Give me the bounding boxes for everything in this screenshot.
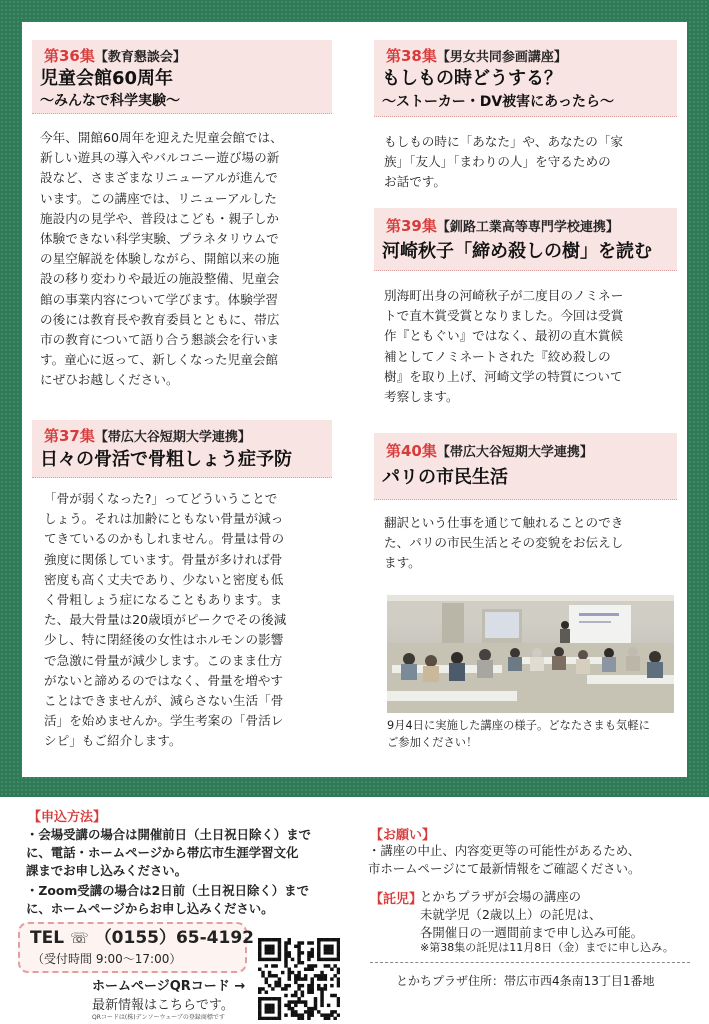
- caption-line: ご参加ください！: [387, 736, 478, 749]
- qr-label: ホームページQRコード →: [92, 979, 246, 994]
- photo-caption: [387, 717, 687, 751]
- section-36-subtitle: ～みんなで科学実験～: [40, 93, 180, 109]
- section-38-title: もしもの時どうする？: [382, 68, 562, 89]
- body-line: ことはできませんが、減らさない生活「骨: [44, 693, 284, 709]
- section-39-body: [384, 286, 623, 407]
- section-36-header: [32, 40, 332, 114]
- notice-line: ・講座の中止、内容変更等の可能性があるため、: [368, 843, 641, 858]
- section-38-subtitle: ～ストーカー・DV被害にあったら～: [382, 94, 615, 110]
- body-line: 族」「友人」「まわりの人」を守るための: [384, 154, 611, 170]
- tel-hours: （受付時間 9:00～17:00）: [32, 952, 182, 966]
- body-line: もしもの時に「あなた」や、あなたの「家: [384, 134, 624, 149]
- qr-code[interactable]: [258, 938, 340, 1020]
- body-line: 少し、特に閉経後の女性はホルモンの影響: [44, 632, 284, 648]
- section-40-header: [374, 433, 677, 500]
- body-line: 市の教育について語り合う懇談会を行いま: [40, 332, 280, 348]
- section-38-number: 第38集: [386, 47, 437, 65]
- body-line: 強度に関係しています。骨量が多ければ骨: [44, 551, 283, 567]
- notice-line: 市ホームページにて最新情報をご確認ください。: [368, 861, 641, 876]
- body-line: シピ」もご紹介します。: [44, 733, 182, 749]
- body-line: います。この講座では、リニューアルした: [40, 190, 277, 206]
- body-line: 館の事業内容について学びます。体験学習: [40, 291, 279, 307]
- section-37-number: 第37集: [44, 427, 95, 445]
- tel-label: TEL: [30, 928, 65, 948]
- body-line: た、パリの市民生活とその変貌をお伝えし: [384, 535, 624, 551]
- body-line: 活」を始めませんか。学生考案の「骨活レ: [44, 713, 284, 729]
- qr-note: QRコードは(株)デンソーウェーブの登録商標です: [92, 1014, 225, 1021]
- body-line: 体験できない科学実験、プラネタリウムで: [40, 231, 279, 247]
- body-line: がないと諦めるのではなく、骨量を増やす: [44, 672, 284, 688]
- notice-heading: 【お願い】: [370, 828, 436, 843]
- tel-box: [18, 922, 254, 973]
- body-line: た、最大骨量は20歳頃がピークでその後減: [44, 612, 287, 628]
- body-line: 設の移り変わりや最近の施設整備、児童会: [40, 271, 280, 287]
- body-line: の後には教育長や教育委員とともに、帯広: [40, 311, 280, 327]
- section-37-body: [44, 489, 286, 752]
- body-line: 設など、さまざまなリニューアルが進んで: [40, 170, 278, 186]
- body-line: く骨粗しょう症になることもあります。ま: [44, 592, 283, 608]
- childcare-line: 未就学児（2歳以上）の託児は、: [420, 907, 602, 922]
- childcare-note: ※第38集の託児は11月8日（金）までに申し込み。: [420, 941, 674, 954]
- childcare-text: [420, 888, 643, 942]
- section-38-tag: 【男女共同参画講座】: [436, 50, 567, 65]
- apply-line: ・会場受講の場合は開催前日（土日祝日除く）まで: [26, 827, 311, 842]
- body-line: 密度も高く丈夫であり、少ないと密度も低: [44, 571, 284, 587]
- phone-icon: ☏: [69, 929, 89, 947]
- section-36-tag: 【教育懇談会】: [94, 50, 186, 65]
- body-line: 翻訳という仕事を通じて触れることのでき: [384, 515, 624, 530]
- body-line: ます。: [384, 555, 421, 571]
- section-40-body: [384, 513, 623, 574]
- section-39-number: 第39集: [386, 217, 437, 235]
- body-line: てきているのかもしれません。骨量は骨の: [44, 531, 285, 547]
- section-37-title: 日々の骨活で骨粗しょう症予防: [40, 449, 292, 470]
- section-36-title: 児童会館60周年: [40, 68, 174, 89]
- section-40-number: 第40集: [386, 442, 437, 460]
- tel-number[interactable]: （0155）65-4192: [94, 928, 254, 948]
- body-line: 補としてノミネートされた『絞め殺しの: [384, 348, 611, 364]
- body-line: 新しい遊具の導入やバルコニー遊び場の新: [40, 150, 280, 166]
- body-line: にぜひお越しください。: [40, 372, 179, 388]
- apply-line: 課までお申し込みください。: [26, 863, 188, 878]
- apply-line: に、ホームページからお申し込みください。: [26, 901, 274, 916]
- apply-zoom-text: [26, 882, 309, 918]
- section-38-body: [384, 132, 623, 193]
- body-line: 樹』を取り上げ、河崎文学の特質について: [384, 368, 623, 384]
- address-divider: [370, 962, 690, 963]
- section-36-body: [40, 128, 283, 391]
- qr-sub: 最新情報はこちらです。: [92, 998, 234, 1013]
- apply-line: ・Zoom受講の場合は2日前（土日祝日除く）まで: [26, 883, 309, 898]
- section-37-tag: 【帯広大谷短期大学連携】: [94, 430, 251, 445]
- section-39-header: [374, 208, 677, 271]
- apply-heading: 【申込方法】: [28, 810, 107, 825]
- body-line: 施設内の見学や、普段はこども・親子しか: [40, 210, 280, 226]
- body-line: 考察します。: [384, 389, 459, 405]
- section-40-title: パリの市民生活: [382, 467, 508, 488]
- section-38-header: [374, 40, 677, 117]
- childcare-line: 各開催日の一週間前まで申し込み可能。: [420, 925, 644, 940]
- apply-venue-text: [26, 826, 311, 880]
- body-line: 今年、開館60周年を迎えた児童会館では、: [40, 130, 283, 145]
- section-39-tag: 【釧路工業高等専門学校連携】: [436, 220, 619, 235]
- body-line: 作『ともぐい』ではなく、最初の直木賞候: [384, 328, 624, 344]
- section-40-tag: 【帯広大谷短期大学連携】: [436, 445, 593, 460]
- childcare-heading: 【託児】: [370, 892, 423, 907]
- section-36-number: 第36集: [44, 47, 95, 65]
- body-line: の星空解説を体験しながら、開館以来の施: [40, 251, 280, 267]
- body-line: しょう。それは加齢にともない骨量が減っ: [44, 511, 284, 527]
- body-line: トで直木賞受賞となりました。今回は受賞: [384, 308, 624, 324]
- body-line: す。童心に返って、新しくなった児童会館: [40, 352, 279, 368]
- body-line: 別海町出身の河崎秋子が二度目のノミネー: [384, 288, 624, 303]
- section-37-header: [32, 420, 332, 478]
- section-39-title: 河崎秋子「締め殺しの樹」を読む: [382, 241, 652, 262]
- apply-line: に、電話・ホームページから帯広市生涯学習文化: [26, 845, 299, 860]
- lecture-photo: [387, 595, 674, 713]
- caption-line: 9月4日に実施した講座の様子。どなたさまも気軽に: [387, 719, 650, 732]
- venue-address: とかちプラザ住所：帯広市西4条南13丁目1番地: [396, 974, 655, 988]
- body-line: で急激に骨量が減少します。このまま仕方: [44, 652, 283, 668]
- childcare-line: とかちプラザが会場の講座の: [420, 889, 582, 904]
- body-line: 「骨が弱くなった?」ってどういうことで: [44, 491, 278, 506]
- notice-text: [368, 842, 640, 878]
- body-line: お話です。: [384, 174, 446, 190]
